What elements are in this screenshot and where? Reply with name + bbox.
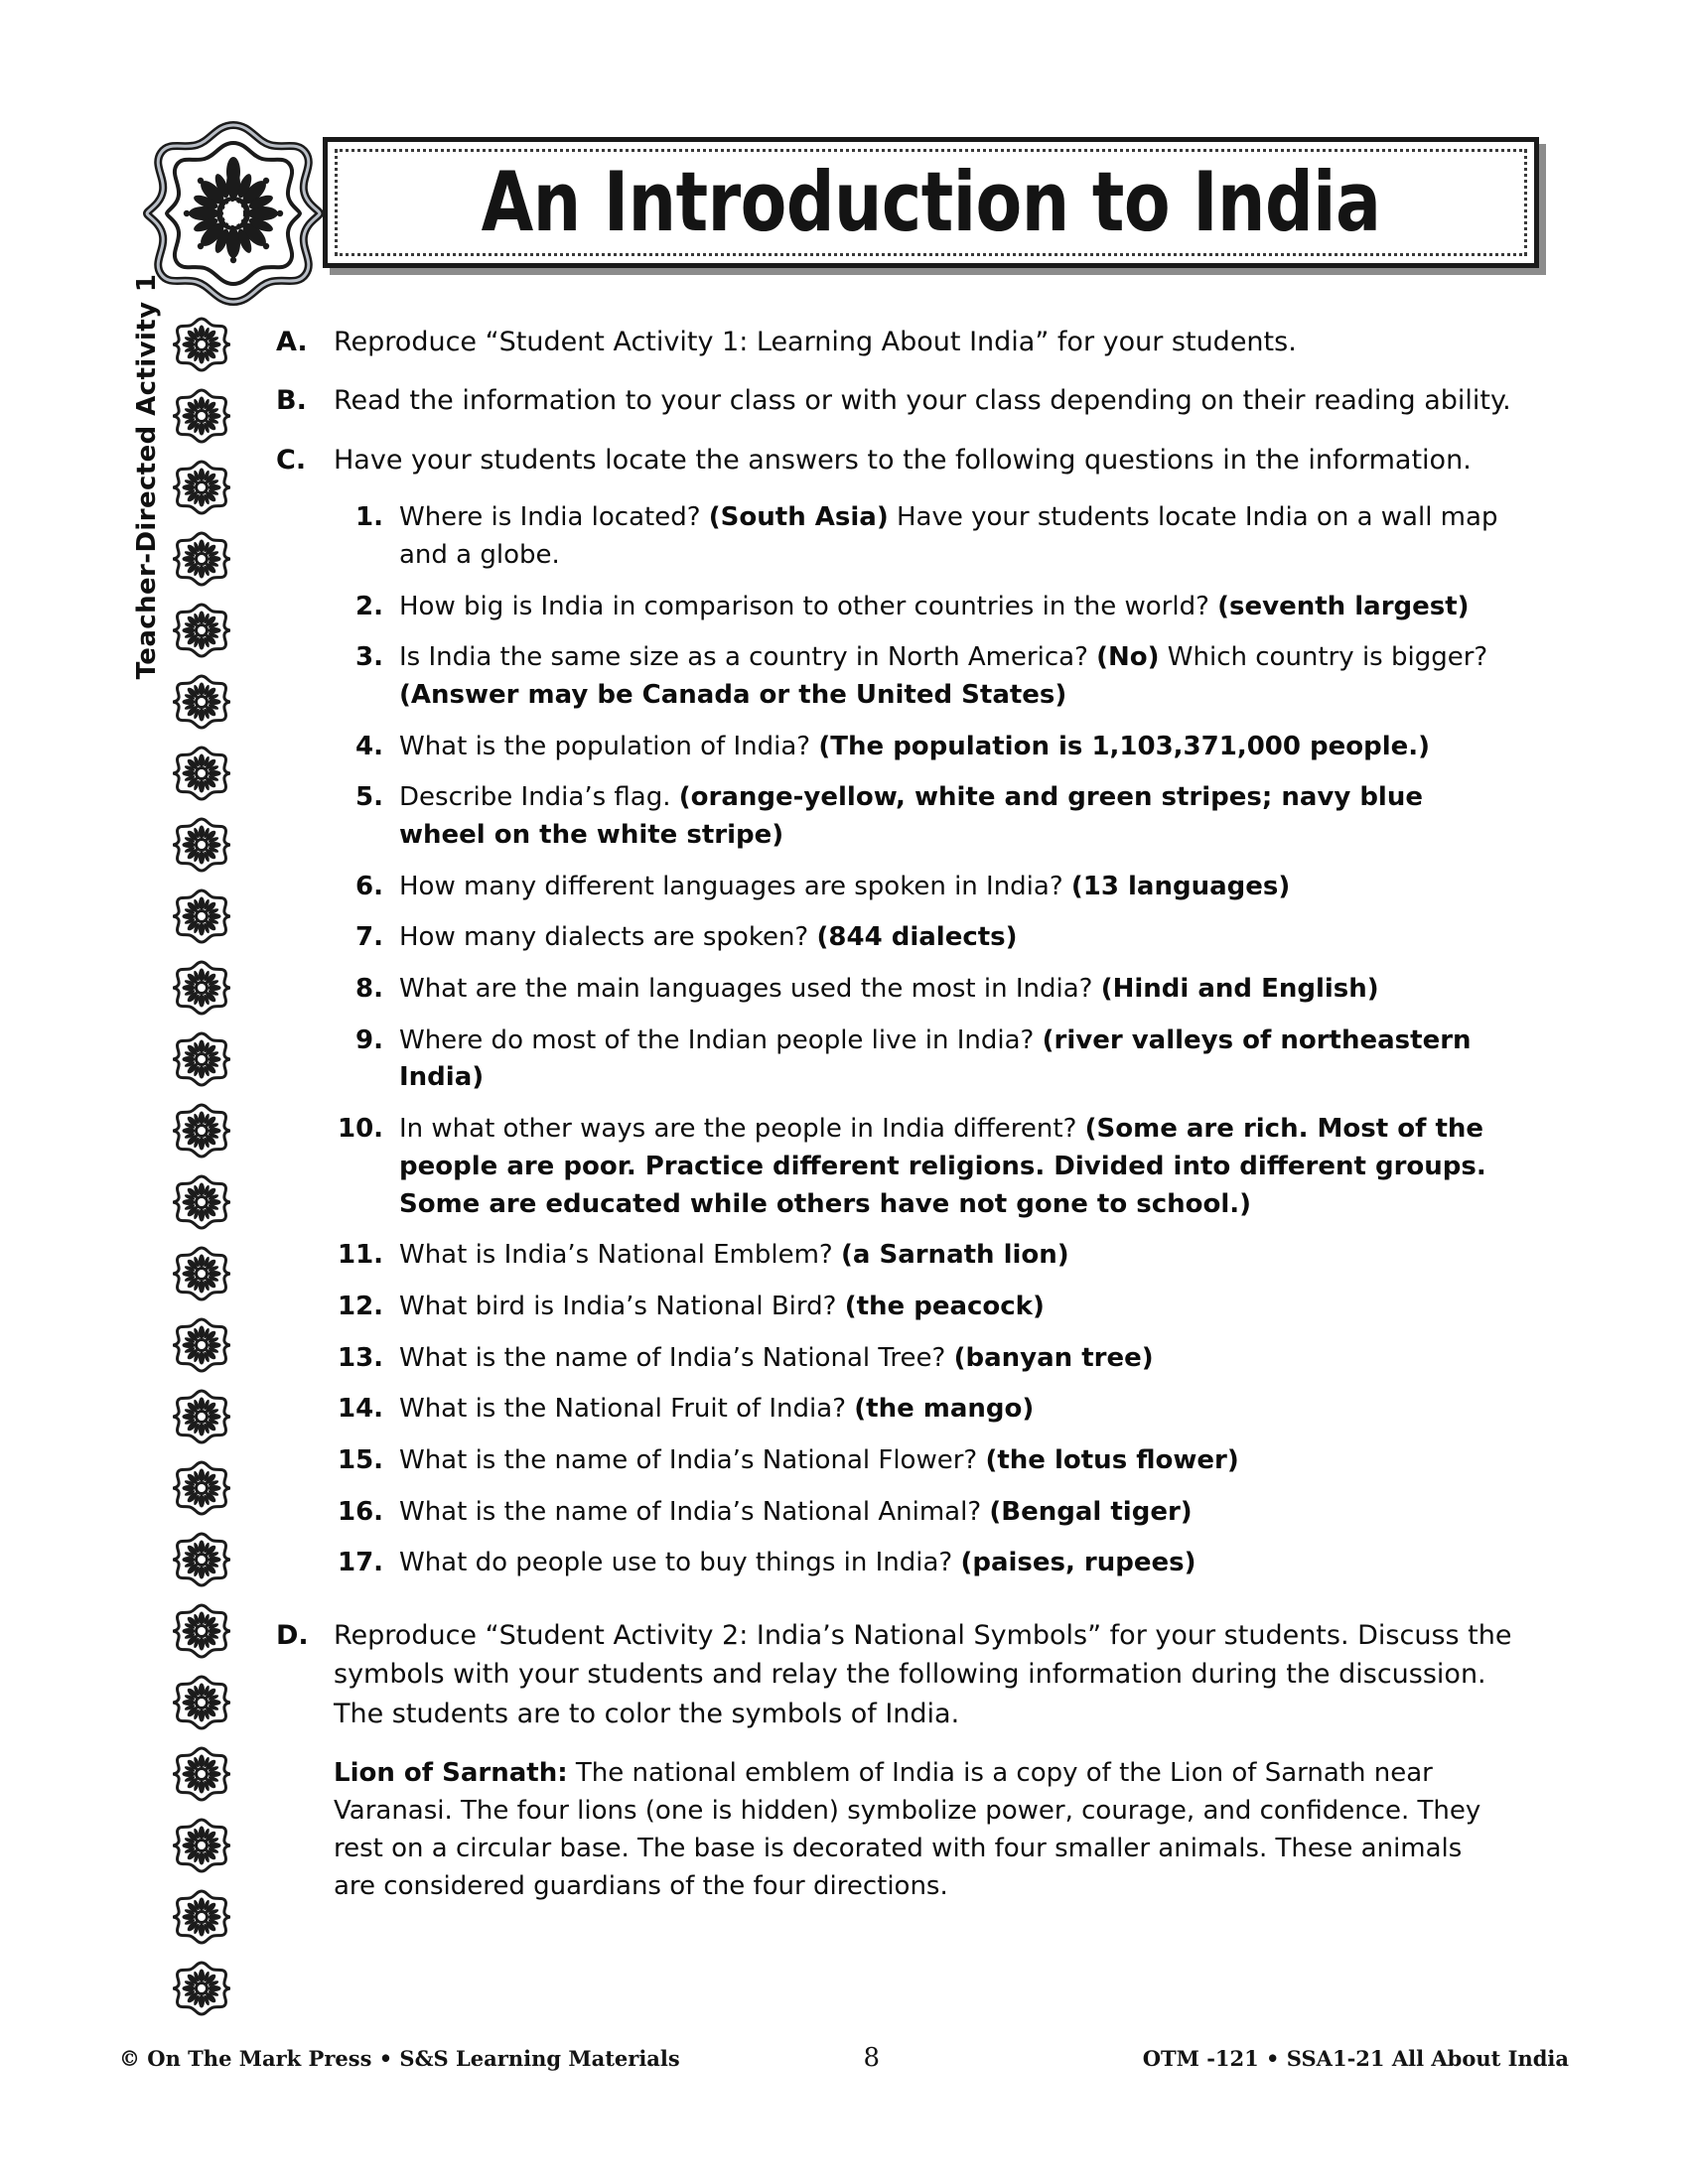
question-prompt-continued: Which country is bigger? (1159, 642, 1488, 673)
question-answer: (Bengal tiger) (989, 1496, 1193, 1527)
question-text (399, 919, 1514, 957)
question-item (338, 1340, 1514, 1378)
question-answer: (Hindi and English) (1100, 974, 1379, 1005)
question-text (399, 869, 1514, 906)
question-item (338, 1545, 1514, 1582)
question-item (338, 919, 1514, 957)
question-text (399, 1442, 1514, 1480)
instruction-text: Have your students locate the answers to the following questions in the information. (334, 444, 1472, 476)
small-lotus-mandala-icon (173, 316, 230, 373)
question-item (338, 1289, 1514, 1326)
question-number: 15. (338, 1444, 384, 1475)
small-lotus-mandala-icon (173, 1459, 230, 1517)
instruction-text: Reproduce “Student Activity 1: Learning About India” for your students. (334, 327, 1297, 357)
question-text (399, 639, 1514, 714)
question-number: 17. (338, 1548, 384, 1578)
small-lotus-mandala-icon (173, 1960, 230, 2017)
instruction-item (276, 323, 1517, 361)
question-answer: (seventh largest) (1217, 591, 1470, 621)
question-number: 2. (355, 591, 383, 621)
question-text (399, 1289, 1514, 1326)
instruction-item (276, 381, 1517, 420)
question-item (338, 1391, 1514, 1429)
instruction-marker: B. (276, 385, 307, 417)
question-number: 1. (355, 502, 383, 533)
question-answer: (the peacock) (844, 1291, 1045, 1321)
question-text (399, 1237, 1514, 1275)
question-prompt: What are the main languages used the most in India? (399, 974, 1101, 1005)
small-lotus-mandala-icon (173, 816, 230, 874)
question-item (338, 1237, 1514, 1275)
lion-of-sarnath-paragraph (334, 1755, 1510, 1906)
question-prompt: Describe India’s flag. (399, 782, 679, 813)
small-lotus-mandala-icon (173, 1102, 230, 1160)
question-number: 10. (338, 1114, 384, 1145)
question-prompt: Where is India located? (399, 502, 709, 533)
question-text (399, 499, 1514, 574)
question-prompt: How big is India in comparison to other countries in the world? (399, 591, 1218, 621)
question-number: 16. (338, 1496, 384, 1527)
question-text (399, 971, 1514, 1009)
page-title: An Introduction to India (481, 154, 1381, 251)
question-number: 12. (338, 1291, 384, 1321)
small-lotus-mandala-icon (173, 1602, 230, 1660)
question-prompt: How many dialects are spoken? (399, 922, 817, 953)
question-number: 9. (355, 1024, 383, 1055)
small-lotus-mandala-icon (173, 530, 230, 588)
title-plate-inner-border (335, 149, 1527, 256)
footer-copyright: © On The Mark Press • S&S Learning Materials (119, 2046, 680, 2071)
instruction-text: Read the information to your class or with your class depending on their reading ability. (334, 385, 1511, 417)
question-number: 5. (355, 782, 383, 813)
question-answer: (13 languages) (1070, 871, 1291, 901)
question-item (338, 971, 1514, 1009)
question-prompt: What is the population of India? (399, 731, 819, 761)
instruction-marker: C. (276, 444, 307, 476)
lettered-instruction-list (276, 323, 1517, 479)
question-prompt: What do people use to buy things in India? (399, 1548, 961, 1578)
footer-product-code: OTM -121 • SSA1-21 All About India (1142, 2046, 1569, 2071)
small-lotus-mandala-icon (173, 673, 230, 731)
footer-page-number: 8 (863, 2043, 880, 2073)
question-prompt: In what other ways are the people in India different? (399, 1114, 1085, 1145)
question-answer: (The population is 1,103,371,000 people.) (818, 731, 1431, 761)
lion-of-sarnath-label: Lion of Sarnath: (334, 1758, 568, 1789)
question-item (338, 779, 1514, 854)
question-answer: (South Asia) (708, 502, 889, 533)
question-item (338, 639, 1514, 714)
small-lotus-mandala-icon (173, 1316, 230, 1374)
question-item (338, 729, 1514, 766)
question-answer: (banyan tree) (953, 1342, 1154, 1373)
question-prompt: What is the name of India’s National Animal? (399, 1496, 990, 1527)
question-prompt: What is the National Fruit of India? (399, 1394, 855, 1425)
instruction-marker: A. (276, 327, 308, 357)
question-number: 13. (338, 1342, 384, 1373)
question-answer: (the mango) (854, 1394, 1035, 1425)
instruction-marker: D. (276, 1620, 309, 1652)
question-answer: (Some are rich. Most of the people are poor. Practice different religions. Divided into different groups. Some are educated while others have not gone to school.) (399, 1114, 1486, 1219)
question-item (338, 869, 1514, 906)
question-item (338, 499, 1514, 574)
question-prompt: How many different languages are spoken in India? (399, 871, 1071, 901)
question-text (399, 729, 1514, 766)
sidebar-decoration-column (173, 316, 246, 2003)
small-lotus-mandala-icon (173, 959, 230, 1017)
question-answer: (river valleys of northeastern India) (399, 1024, 1472, 1093)
main-content (276, 323, 1517, 1906)
question-item (338, 1023, 1514, 1097)
question-item (338, 1111, 1514, 1223)
question-number: 11. (338, 1240, 384, 1271)
small-lotus-mandala-icon (173, 1745, 230, 1803)
question-text (399, 1391, 1514, 1429)
activity-side-label: Teacher-Directed Activity 1 (132, 273, 162, 680)
question-answer: (the lotus flower) (985, 1444, 1239, 1475)
title-plate (323, 137, 1539, 268)
question-answer: (orange-yellow, white and green stripes; navy blue wheel on the white stripe) (399, 782, 1423, 851)
question-item (338, 1442, 1514, 1480)
small-lotus-mandala-icon (173, 387, 230, 445)
question-answer: (No) (1096, 642, 1160, 673)
question-number: 14. (338, 1394, 384, 1425)
question-answer-secondary: (Answer may be Canada or the United States) (399, 679, 1067, 710)
question-text (399, 1340, 1514, 1378)
question-list (338, 499, 1514, 1582)
lion-of-sarnath-text: The national emblem of India is a copy of the Lion of Sarnath near Varanasi. The four lions (one is hidden) symbolize power, courage, and confidence. They rest on a circular base. The base is decorated with four smaller animals. These animals are considered guardians of the four directions. (334, 1758, 1481, 1902)
question-text (399, 1023, 1514, 1097)
question-item (338, 1494, 1514, 1532)
question-answer: (844 dialects) (816, 922, 1018, 953)
question-item (338, 589, 1514, 626)
question-number: 6. (355, 871, 383, 901)
small-lotus-mandala-icon (173, 1817, 230, 1874)
question-prompt: What is India’s National Emblem? (399, 1240, 841, 1271)
question-text (399, 1494, 1514, 1532)
small-lotus-mandala-icon (173, 1531, 230, 1588)
question-prompt: What bird is India’s National Bird? (399, 1291, 845, 1321)
instruction-item-d (276, 1616, 1517, 1733)
small-lotus-mandala-icon (173, 887, 230, 945)
question-text (399, 1545, 1514, 1582)
small-lotus-mandala-icon (173, 1245, 230, 1302)
page-footer (119, 2043, 1569, 2073)
small-lotus-mandala-icon (173, 1888, 230, 1946)
small-lotus-mandala-icon (173, 1674, 230, 1731)
question-prompt: What is the name of India’s National Tree? (399, 1342, 954, 1373)
question-number: 8. (355, 974, 383, 1005)
small-lotus-mandala-icon (173, 1173, 230, 1231)
question-answer: (a Sarnath lion) (840, 1240, 1069, 1271)
small-lotus-mandala-icon (173, 1030, 230, 1088)
question-prompt: Is India the same size as a country in North America? (399, 642, 1097, 673)
small-lotus-mandala-icon (173, 459, 230, 516)
question-prompt: What is the name of India’s National Flower? (399, 1444, 986, 1475)
instruction-text: Reproduce “Student Activity 2: India’s National Symbols” for your students. Discuss the symbols with your students and relay the following information during the discussion. The students are to color the symbols of India. (334, 1620, 1512, 1729)
question-text (399, 779, 1514, 854)
question-number: 4. (355, 731, 383, 761)
question-prompt: Where do most of the Indian people live in India? (399, 1024, 1043, 1055)
instruction-item (276, 441, 1517, 479)
page-header (139, 119, 1529, 298)
small-lotus-mandala-icon (173, 745, 230, 802)
question-text (399, 589, 1514, 626)
question-number: 7. (355, 922, 383, 953)
question-number: 3. (355, 642, 383, 673)
small-lotus-mandala-icon (173, 1388, 230, 1445)
small-lotus-mandala-icon (173, 602, 230, 659)
question-answer: (paises, rupees) (960, 1548, 1196, 1578)
question-text (399, 1111, 1514, 1223)
question-prompt-continued: Have your students locate India on a wall map and a globe. (399, 502, 1498, 570)
